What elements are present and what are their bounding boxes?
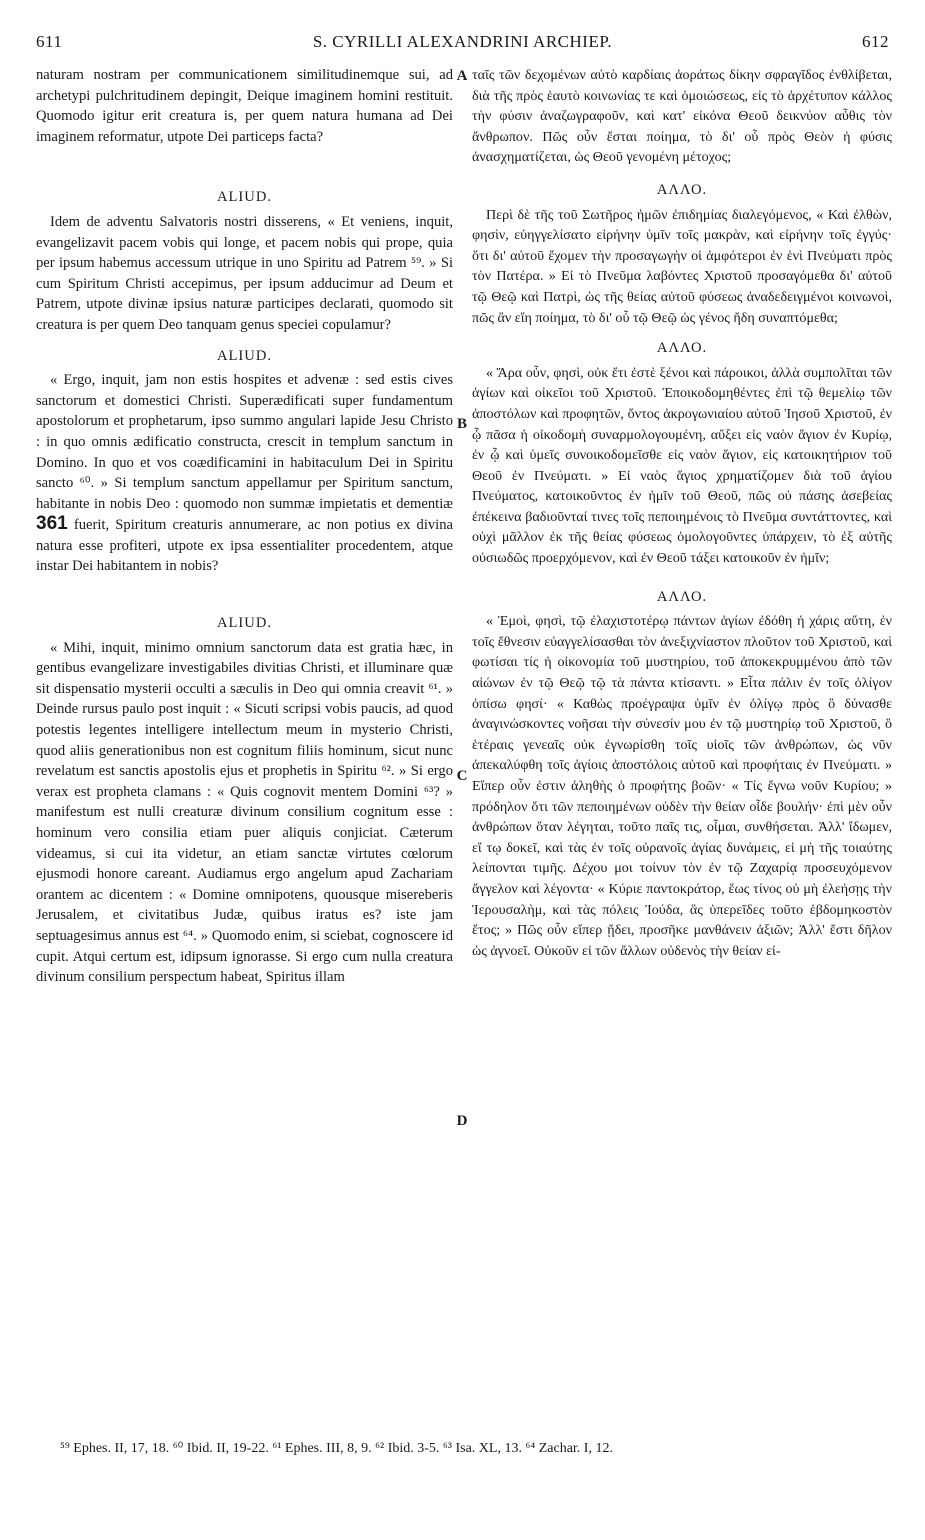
greek-paragraph-3: « Ἐμοὶ, φησὶ, τῷ ἐλαχιστοτέρῳ πάντων ἁγίων ἐδόθη ἡ χάρις αὕτη, ἐν τοῖς ἔθνεσιν εὐαγγελίσασθαι τὸν ἀνεξιχνίαστον πλοῦτον τοῦ Χριστοῦ, καὶ φωτίσαι τίς ἡ οἰκονομία τοῦ μυστηρίου, τοῦ ἀποκεκρυμμένου ἀπὸ τῶν αἰώνων ἐν τῷ Θεῷ τῷ τὰ πάντα κτίσαντι. » Εἶτα πάλιν ἐν τοῖς ὀλίγον ὀπίσω φησί· « Καθὼς προέγραψα ὑμῖν ἐν ὀλίγῳ πρὸς ὃ δύνασθε ἀναγινώσκοντες νοῆσαι τὴν σύνεσίν μου ἐν τῷ μυστηρίῳ τοῦ Χριστοῦ, ὃ ἑτέραις γενεαῖς οὐκ ἐγνωρίσθη τοῖς υἱοῖς τῶν ἀνθρώπων, ὡς νῦν ἀπεκαλύφθη τοῖς ἁγίοις ἀποστόλοις αὐτοῦ καὶ προφήταις ἐν Πνεύματι. » Εἴπερ οὖν ἐστιν ἀληθὴς ὁ προφήτης βοῶν· « Τίς ἔγνω νοῦν Κυρίου; » πρόδηλον ὅτι τῶν πεποιημένων οὐδὲν τὴν θείαν οἶδε βουλήν· ἐπὶ μὲν οὖν ἀνθρώπων ὅταν λέγηται, τοῦτο παῖς τις, οἶμαι, συνθήσεται. Ἀλλ' ἴδωμεν, εἴ τῳ δοκεῖ, καὶ τὰς ἐν τοῖς οὐρανοῖς ἁγίας δυνάμεις, εἰ μὴ τῆς τοιαύτης λείπονται τιμῆς. Δέχου μοι τοίνυν τὸν ἐν τῷ Ζαχαρίᾳ προσευχόμενον ἄγγελον καὶ λέγοντα· « Κύριε παντοκράτορ, ἕως τίνος οὐ μὴ ἐλεήσῃς τὴν Ἱερουσαλὴμ, καὶ τὰς πόλεις Ἰούδα, ἃς ὑπερεῖδες τοῦτο ἑβδομηκοστὸν ἔτος; » Πῶς οὖν εἴπερ ᾔδει, προσῆκε μανθάνειν ἀξιῶν; Ἀλλ' ἔστι δῆλον ὡς ἀγνοεῖ. Οὐκοῦν εἰ τῶν ἄλλων οὐδενὸς τὴν θείαν εἰ- <box>472 613 892 959</box>
margin-mark-c: C <box>456 768 468 784</box>
greek-heading-allo-3: ΑΛΛΟ. <box>656 588 708 605</box>
margin-mark-b: B <box>456 416 467 432</box>
latin-paragraph-2 <box>36 370 453 577</box>
latin-paragraph-0: naturam nostram per communicationem similitudinemque sui, ad archetypi pulchritudinem depingit, Deique imaginem homini restituit. Quomodo igitur erit creatura is, per quem natura humana ad Dei imaginem reformatur, utpote Dei particeps facta? <box>36 67 453 145</box>
running-header <box>30 26 895 56</box>
latin-paragraph-2-part-b: fuerit, Spiritum creaturis annumerare, ac non potius ex divina natura esse profiteri, utpote ex ipsa essentialiter procedentem, atque instar Dei habitantem in nobis? <box>36 517 454 575</box>
page-number-right: 612 <box>862 32 889 51</box>
margin-mark-d: D <box>456 1113 468 1129</box>
margin-mark-a: A <box>456 68 468 84</box>
greek-column <box>472 65 892 961</box>
column-number: 361 <box>36 513 68 535</box>
latin-heading-aliud-2: ALIUD. <box>216 347 273 364</box>
latin-heading-aliud-3: ALIUD. <box>216 615 273 632</box>
latin-column <box>36 65 453 988</box>
latin-heading-aliud-1: ALIUD. <box>216 189 273 206</box>
greek-paragraph-2: « Ἄρα οὖν, φησὶ, οὐκ ἔτι ἐστὲ ξένοι καὶ πάροικοι, ἀλλὰ συμπολῖται τῶν ἁγίων καὶ οἰκεῖοι τοῦ Χριστοῦ. Ἐποικοδομηθέντες ἐπὶ τῷ θεμελίῳ τῶν ἀποστόλων καὶ προφητῶν, ὄντος ἀκρογωνιαίου αὐτοῦ Ἰησοῦ Χριστοῦ, ἐν ᾧ πᾶσα ἡ οἰκοδομὴ συναρμολογουμένη, αὔξει εἰς ναὸν ἅγιον ἐν Κυρίῳ, ἐν ᾧ καὶ ὑμεῖς συνοικοδομεῖσθε εἰς ναὸν ἅγιον, εἰς κατοικητήριον τοῦ Θεοῦ ἐν Πνεύματι. » Εἰ ναὸς ἅγιος χρηματίζομεν διὰ τοῦ ἁγίου Πνεύματος, κατοικοῦντος ἐν ἡμῖν τοῦ Θεοῦ, πῶς οὐ πάσης ἀσεβείας ἐπέκεινα βαδιοῦνταί τινες τοῖς πεποιημένοις τὸ Πνεῦμα συντάττοντες, καὶ οὐχὶ μᾶλλον ἐκ τῆς θείας φύσεως ὁμολογοῦντες ὑπάρχειν, τὸ ἐξ αὐτῆς οὐσιωδῶς προερχόμενον, καὶ ἐν Θεοῦ τάξει κατοικοῦν ἐν ἡμῖν; <box>472 364 892 567</box>
latin-paragraph-2-part-a: « Ergo, inquit, jam non estis hospites et advenæ : sed estis cives sanctorum et domestici Christi. Superædificati super fundamentum apostolorum et prophetarum, ipso summo angulari lapide Jesu Christo : in quo omnis ædificatio constructa, crescit in templum sanctum in Domino. In quo et vos coædificamini in habitaculum Dei in Spiritu sancto ⁶⁰. » Si templum sanctum appellamur per Spiritum sanctum, habitante in nobis Deo : quomodo non summæ impietatis et dementiæ <box>36 372 453 512</box>
latin-paragraph-3: « Mihi, inquit, minimo omnium sanctorum data est gratia hæc, in gentibus evangelizare investigabiles divitias Christi, et illuminare quæ sit dispensatio mysterii occulti a sæculis in Deo qui omnia creavit ⁶¹. » Deinde rursus paulo post inquit : « Sicuti scripsi vobis paucis, ad quod potestis legentes intelligere intellectum meum in mysterio Christi, quod aliis generationibus non est cognitum filiis hominum, sicut nunc revelatum est sanctis apostolis ejus et prophetis in Spiritu ⁶². » Si ergo verax est propheta clamans : « Quis cognovit mentem Domini ⁶³? » manifestum est nulli creaturæ divinum consilium cognitum esse : hominum vero consilia etiam puer aliquis conjiciat. Cæterum videamus, si cui ita videtur, an etiam sanctæ virtutes cœlorum ejusmodi honore careant. Audiamus ergo angelum apud Zachariam orantem ac dicentem : « Domine omnipotens, quousque misereberis Jerusalem, et civitatibus Judæ, quibus iratus es? iste jam septuagesimus annus est ⁶⁴. » Quomodo enim, si sciebat, cognoscere id cupit. Atqui certum est, idipsum ignorasse. Si ergo cum nulla creatura divinum consilium perspectum habeat, Spiritus illam <box>36 639 453 986</box>
greek-paragraph-0: ταῖς τῶν δεχομένων αὐτὸ καρδίαις ἀοράτως δίκην σφραγῖδος ἐνθλίβεται, διὰ τῆς πρὸς ἑαυτὸ κοινωνίας τε καὶ ὁμοιώσεως, εἰς τὸ ἀρχέτυπον κάλλος τὴν φύσιν ἀναζωγραφοῦν, καὶ κατ' εἰκόνα Θεοῦ δεικνύον αὖθις τὸν ἄνθρωπον. Πῶς οὖν ἔσται ποίημα, τὸ δι' οὗ πρὸς Θεὸν ἡ φύσις ἀνασχηματίζεται, ὡς Θεοῦ γενομένη μέτοχος; <box>472 67 892 166</box>
greek-heading-allo-2: ΑΛΛΟ. <box>656 340 708 357</box>
greek-paragraph-1: Περὶ δὲ τῆς τοῦ Σωτῆρος ἡμῶν ἐπιδημίας διαλεγόμενος, « Καὶ ἐλθὼν, φησὶν, εὐηγγελίσατο εἰρήνην ὑμῖν τοῖς μακρὰν, καὶ εἰρήνην τοῖς ἐγγύς· ὅτι δι' αὐτοῦ ἔχομεν τὴν προσαγωγὴν οἱ ἀμφότεροι ἐν ἑνὶ Πνεύματι πρὸς τὸν Πατέρα. » Εἰ τὸ Πνεῦμα λαβόντες Χριστοῦ προσαγόμεθα δι' αὐτοῦ τῷ Θεῷ καὶ Πατρὶ, ὡς τῆς θείας αὐτοῦ φύσεως ἀναδεδειγμένοι κοινωνοὶ, πῶς ἂν εἴη ποίημα, τὸ δι' οὗ τῷ Θεῷ ὡς γένος ἤδη συναπτόμεθα; <box>472 206 892 326</box>
footnotes: ⁵⁹ Ephes. II, 17, 18. ⁶⁰ Ibid. II, 19-22. ⁶¹ Ephes. III, 8, 9. ⁶² Ibid. 3-5. ⁶³ Isa. XL, 13. ⁶⁴ Zachar. I, 12. <box>60 1441 613 1456</box>
greek-heading-allo-1: ΑΛΛΟ. <box>656 181 708 198</box>
page-number-left: 611 <box>36 32 63 51</box>
running-title: S. CYRILLI ALEXANDRINI ARCHIEP. <box>312 32 613 51</box>
latin-paragraph-1: Idem de adventu Salvatoris nostri disserens, « Et veniens, inquit, evangelizavit pacem vobis qui longe, et pacem nobis qui prope, quia per ipsum habemus accessum utrique in uno Spiritu ad Patrem ⁵⁹. » Si cum Spiritum Christi accepimus, per ipsum adducimur ad Deum et Patrem, utpote divinæ ipsius naturæ participes declarati, quomodo sit creatura is per quem Deo tanquam genus speciei copulamur? <box>36 213 453 333</box>
